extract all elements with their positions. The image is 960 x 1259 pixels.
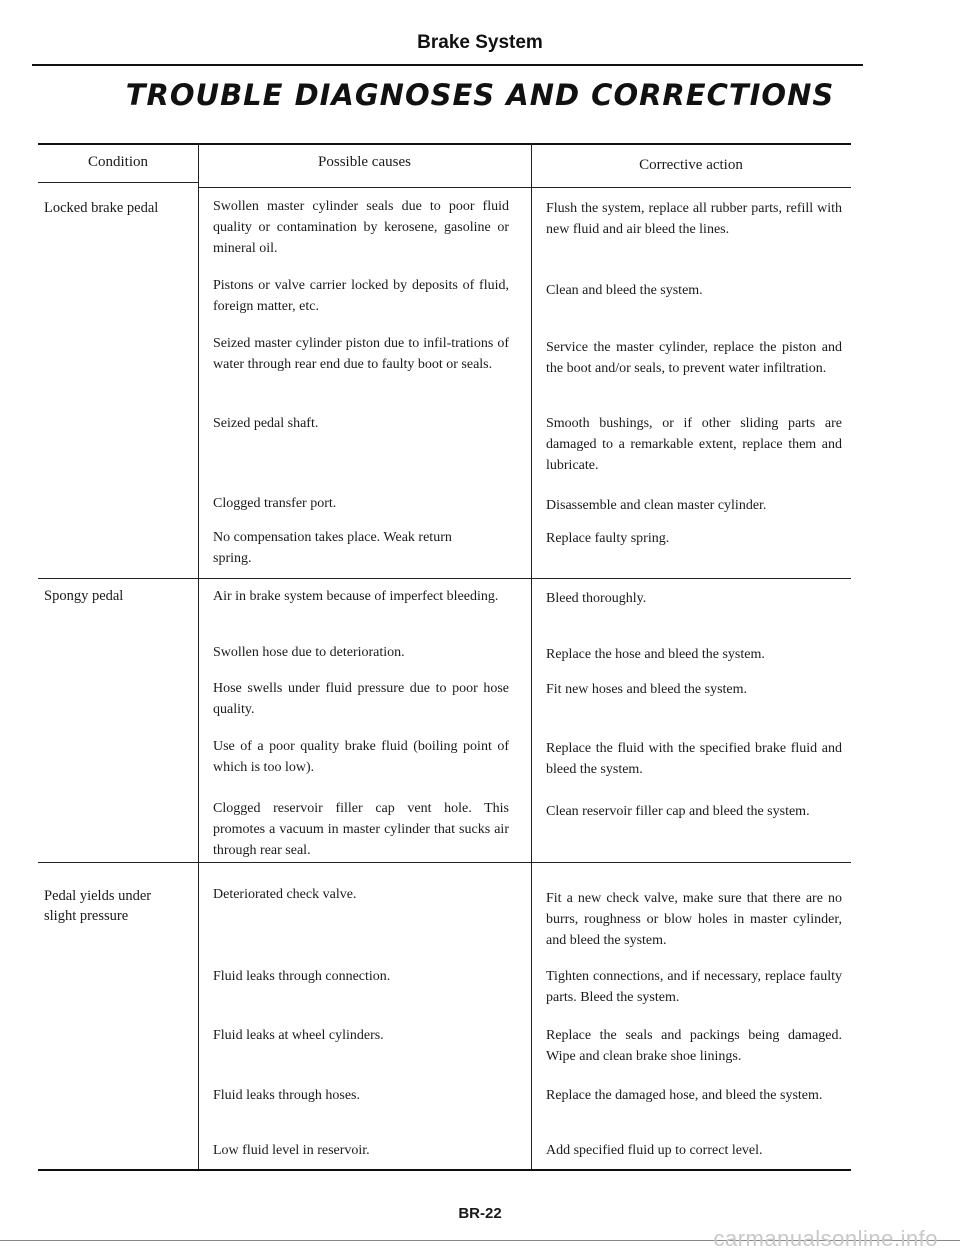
column-header-condition: Condition [87, 154, 148, 170]
cause-cell: Pistons or valve carrier locked by deposits of fluid, foreign matter, etc. [213, 278, 509, 314]
action-cell: Replace the damaged hose, and bleed the system. [546, 1088, 823, 1103]
action-cell: Fit a new check valve, make sure that there are no burrs, roughness or blow holes in master cylinder, and bleed the system. [546, 891, 842, 948]
cause-cell: Air in brake system because of imperfect bleeding. [213, 589, 499, 604]
section-header: Brake System [417, 32, 543, 53]
action-cell: Replace the fluid with the specified brake fluid and bleed the system. [546, 741, 842, 777]
header-divider-causes [198, 187, 531, 188]
cause-cell: Seized master cylinder piston due to infil-trations of water through rear end due to faulty boot or seals. [213, 336, 509, 372]
cause-cell: Fluid leaks at wheel cylinders. [213, 1028, 384, 1043]
action-cell: Replace the hose and bleed the system. [546, 647, 765, 662]
action-cell: Add specified fluid up to correct level. [546, 1143, 763, 1158]
cause-cell: No compensation takes place. Weak return spring. [213, 530, 452, 566]
column-header-action: Corrective action [639, 157, 743, 173]
cause-cell: Swollen master cylinder seals due to poor fluid quality or contamination by kerosene, gasoline or mineral oil. [213, 199, 509, 256]
cause-cell: Fluid leaks through connection. [213, 969, 391, 984]
action-cell: Clean and bleed the system. [546, 283, 703, 298]
table-top-rule [38, 143, 851, 145]
action-cell: Fit new hoses and bleed the system. [546, 682, 748, 697]
action-cell: Tighten connections, and if necessary, replace faulty parts. Bleed the system. [546, 969, 842, 1005]
page-number: BR-22 [458, 1205, 502, 1222]
action-cell: Disassemble and clean master cylinder. [546, 498, 767, 513]
condition-cell: Pedal yields under slight pressure [44, 888, 152, 924]
cause-cell: Seized pedal shaft. [213, 416, 319, 431]
group-divider-1 [38, 578, 851, 579]
condition-cell: Locked brake pedal [44, 200, 159, 216]
cause-cell: Use of a poor quality brake fluid (boiling point of which is too low). [213, 739, 509, 775]
group-divider-2 [38, 862, 851, 863]
condition-cell: Spongy pedal [44, 588, 124, 604]
table-bottom-rule [38, 1169, 851, 1171]
cause-cell: Deteriorated check valve. [213, 887, 357, 902]
header-divider-condition [38, 182, 198, 183]
cause-cell: Low fluid level in reservoir. [213, 1143, 370, 1158]
action-cell: Smooth bushings, or if other sliding parts are damaged to a remarkable extent, replace them and lubricate. [546, 416, 842, 473]
action-cell: Bleed thoroughly. [546, 591, 647, 606]
action-cell: Replace faulty spring. [546, 531, 670, 546]
cause-cell: Fluid leaks through hoses. [213, 1088, 360, 1103]
header-rule [32, 64, 863, 66]
action-cell: Clean reservoir filler cap and bleed the system. [546, 804, 810, 819]
action-cell: Flush the system, replace all rubber parts, refill with new fluid and air bleed the lines. [546, 201, 842, 237]
cause-cell: Swollen hose due to deterioration. [213, 645, 405, 660]
cause-cell: Clogged transfer port. [213, 496, 337, 511]
cause-cell: Hose swells under fluid pressure due to poor hose quality. [213, 681, 509, 717]
cause-cell: Clogged reservoir filler cap vent hole. This promotes a vacuum in master cylinder that sucks air through rear seal. [213, 801, 509, 858]
page-title: TROUBLE DIAGNOSES AND CORRECTIONS [125, 78, 835, 112]
column-divider-1 [198, 143, 199, 1170]
action-cell: Service the master cylinder, replace the piston and the boot and/or seals, to prevent water infiltration. [546, 340, 842, 376]
column-header-causes: Possible causes [318, 154, 411, 170]
header-divider-action [531, 187, 851, 188]
action-cell: Replace the seals and packings being damaged. Wipe and clean brake shoe linings. [546, 1028, 842, 1064]
column-divider-2 [531, 143, 532, 1170]
watermark: carmanualsonline.info [713, 1226, 938, 1251]
